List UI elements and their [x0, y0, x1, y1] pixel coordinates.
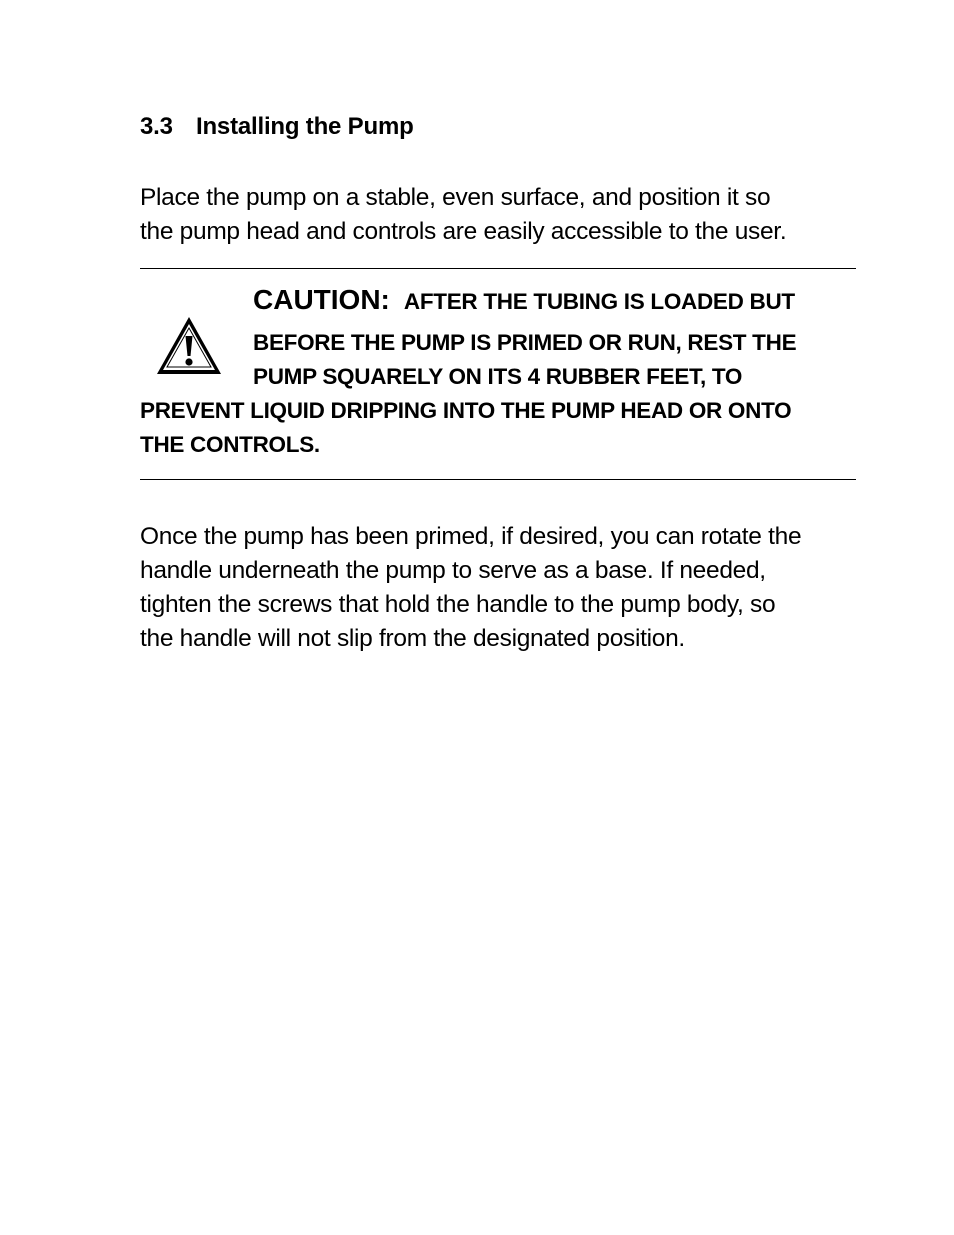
- section-title: Installing the Pump: [196, 113, 414, 140]
- paragraph-line: the pump head and controls are easily accessible to the user.: [140, 218, 787, 245]
- warning-triangle-icon: [154, 314, 224, 378]
- followup-paragraph: [140, 520, 801, 656]
- caution-bottom-divider: [140, 479, 856, 480]
- caution-text: AFTER THE TUBING IS LOADED BUT: [403, 289, 795, 314]
- caution-line: BEFORE THE PUMP IS PRIMED OR RUN, REST THE: [253, 330, 797, 355]
- section-heading: [140, 113, 414, 141]
- paragraph-line: tighten the screws that hold the handle to the pump body, so: [140, 591, 776, 618]
- caution-top-divider: [140, 268, 856, 269]
- paragraph-line: handle underneath the pump to serve as a base. If needed,: [140, 557, 766, 584]
- caution-label: CAUTION:: [253, 284, 390, 315]
- paragraph-line: Once the pump has been primed, if desired, you can rotate the: [140, 523, 802, 550]
- intro-paragraph: [140, 181, 786, 249]
- caution-line: PREVENT LIQUID DRIPPING INTO THE PUMP HEAD OR ONTO: [140, 398, 792, 423]
- paragraph-line: Place the pump on a stable, even surface, and position it so: [140, 184, 771, 211]
- caution-line: [253, 283, 795, 319]
- caution-line: PUMP SQUARELY ON ITS 4 RUBBER FEET, TO: [253, 364, 743, 389]
- section-number: 3.3: [140, 113, 173, 140]
- paragraph-line: the handle will not slip from the designated position.: [140, 625, 685, 652]
- caution-line: THE CONTROLS.: [140, 432, 320, 457]
